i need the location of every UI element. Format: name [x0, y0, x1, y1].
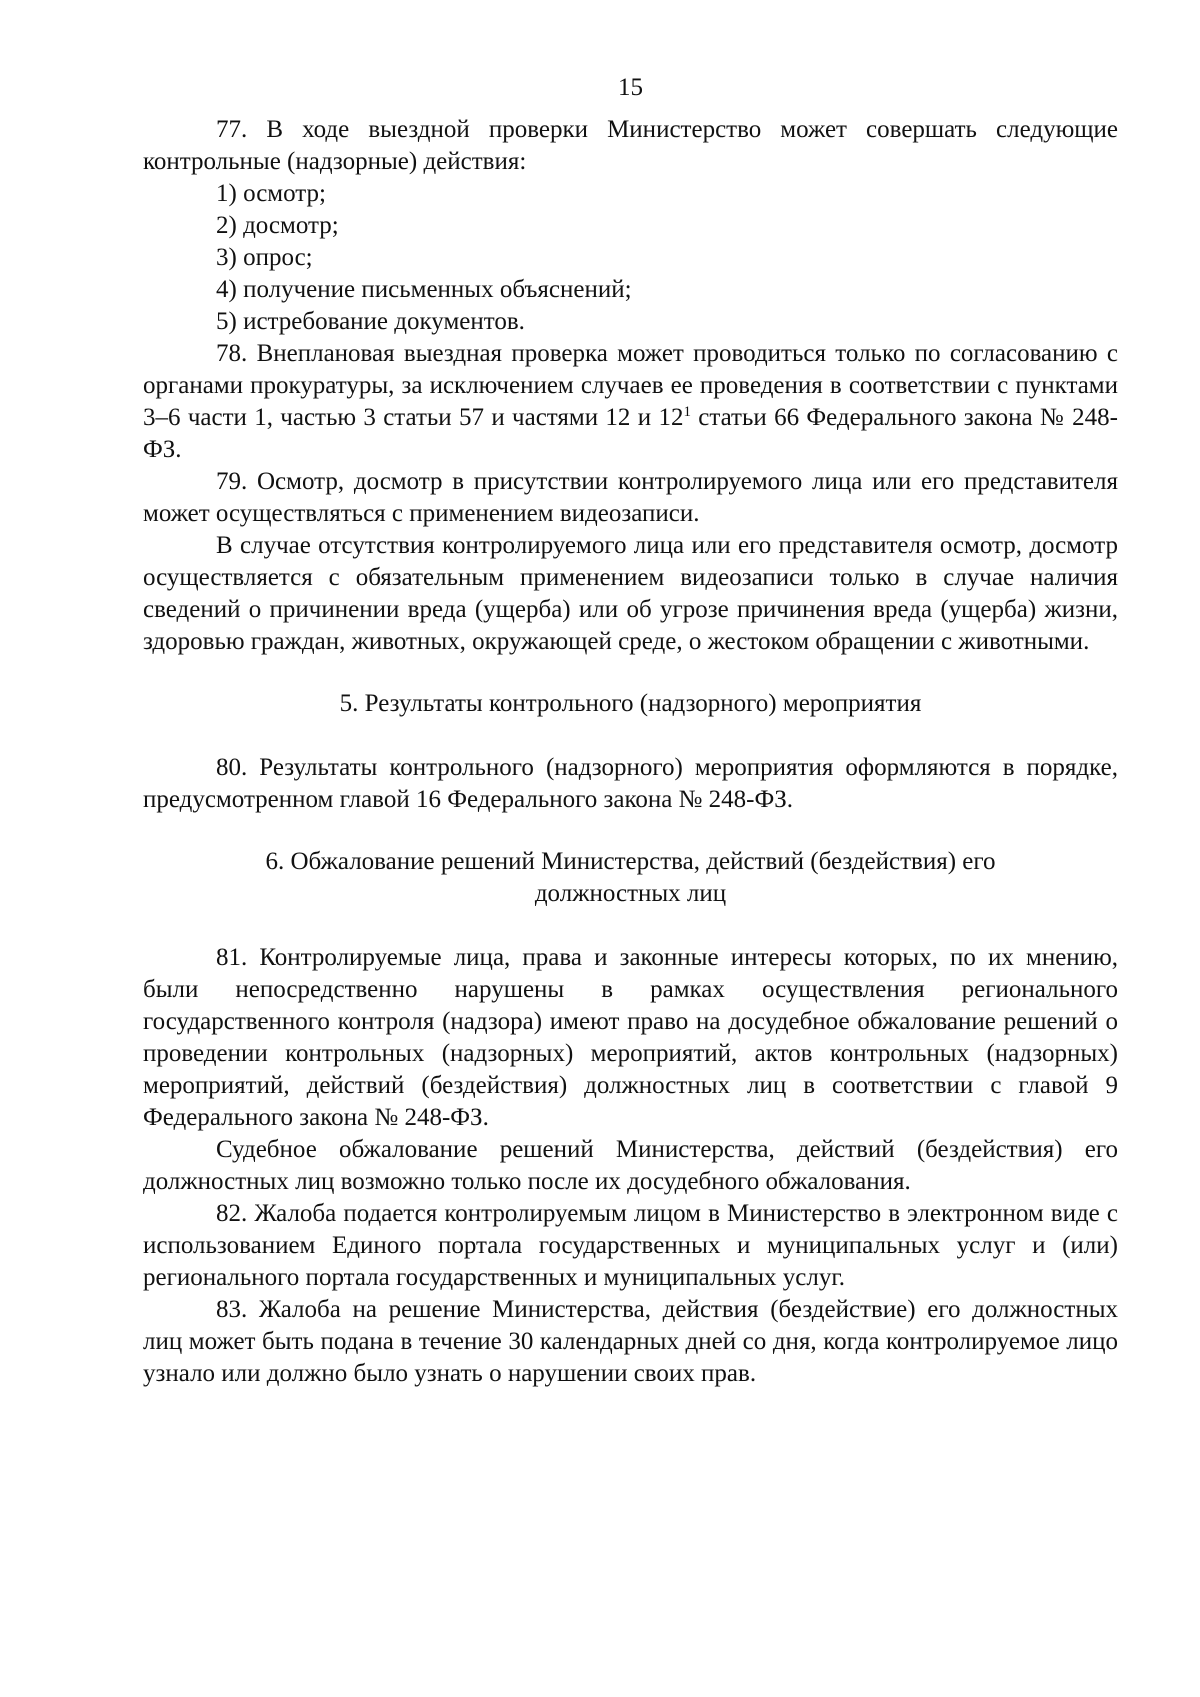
spacer: [143, 816, 1118, 846]
spacer: [143, 658, 1118, 688]
list-item: 1) осмотр;: [216, 180, 326, 207]
paragraph-79-continuation: В случае отсутствия контролируемого лица или его представителя осмотр, досмотр осуществляется с обязательным применением видеозаписи только в случае наличия сведений о причинении вреда (ущерба) или об угрозе причинения вреда (ущерба) жизни, здоровью граждан, животных, окружающей среде, о жестоком обращении с животными.: [143, 532, 1118, 655]
paragraph-78-text: 78. Внеплановая выездная проверка может проводиться только по согласованию с органами прокуратуры, за исключением случаев ее проведения в соответствии с пунктами 3–6 части 1, частью 3 статьи 57 и частями 12 и 12: [143, 340, 1118, 431]
paragraph-83: 83. Жалоба на решение Министерства, действия (бездействие) его должностных лиц может быть подана в течение 30 календарных дней со дня, когда контролируемое лицо узнало или должно было узнать о нарушении своих прав.: [143, 1296, 1118, 1387]
paragraph-77: 77. В ходе выездной проверки Министерство может совершать следующие контрольные (надзорные) действия:: [143, 116, 1118, 175]
list-item: 3) опрос;: [216, 244, 313, 271]
paragraph-78: [143, 338, 1118, 466]
paragraph-78-tail: статьи 66 Федерального закона № 248-ФЗ.: [143, 404, 1118, 463]
paragraph-81-continuation: Судебное обжалование решений Министерства, действий (бездействия) его должностных лиц возможно только после их досудебного обжалования.: [143, 1136, 1118, 1195]
spacer: [143, 720, 1118, 752]
list-item: 2) досмотр;: [216, 212, 339, 239]
superscript: 1: [683, 404, 691, 420]
paragraph-80: 80. Результаты контрольного (надзорного) мероприятия оформляются в порядке, предусмотренном главой 16 Федерального закона № 248-ФЗ.: [143, 754, 1118, 813]
page-number: 15: [618, 74, 643, 101]
list-item: 4) получение письменных объяснений;: [216, 276, 632, 303]
paragraph-79: 79. Осмотр, досмотр в присутствии контролируемого лица или его представителя может осуществляться с применением видеозаписи.: [143, 468, 1118, 527]
paragraph-82: 82. Жалоба подается контролируемым лицом в Министерство в электронном виде с использованием Единого портала государственных и муниципальных услуг и (или) регионального портала государственных и муниципальных услуг.: [143, 1200, 1118, 1291]
list-item: 5) истребование документов.: [216, 308, 525, 335]
paragraph-81: 81. Контролируемые лица, права и законные интересы которых, по их мнению, были непосредственно нарушены в рамках осуществления регионального государственного контроля (надзора) имеют право на досудебное обжалование решений о проведении контрольных (надзорных) мероприятий, актов контрольных (надзорных) мероприятий, действий (бездействия) должностных лиц в соответствии с главой 9 Федерального закона № 248-ФЗ.: [143, 944, 1118, 1131]
section-heading-5: 5. Результаты контрольного (надзорного) мероприятия: [339, 690, 922, 717]
spacer: [143, 910, 1118, 942]
document-body: [143, 114, 1118, 1390]
section-heading-6: 6. Обжалование решений Министерства, действий (бездействия) его должностных лиц: [265, 848, 996, 907]
